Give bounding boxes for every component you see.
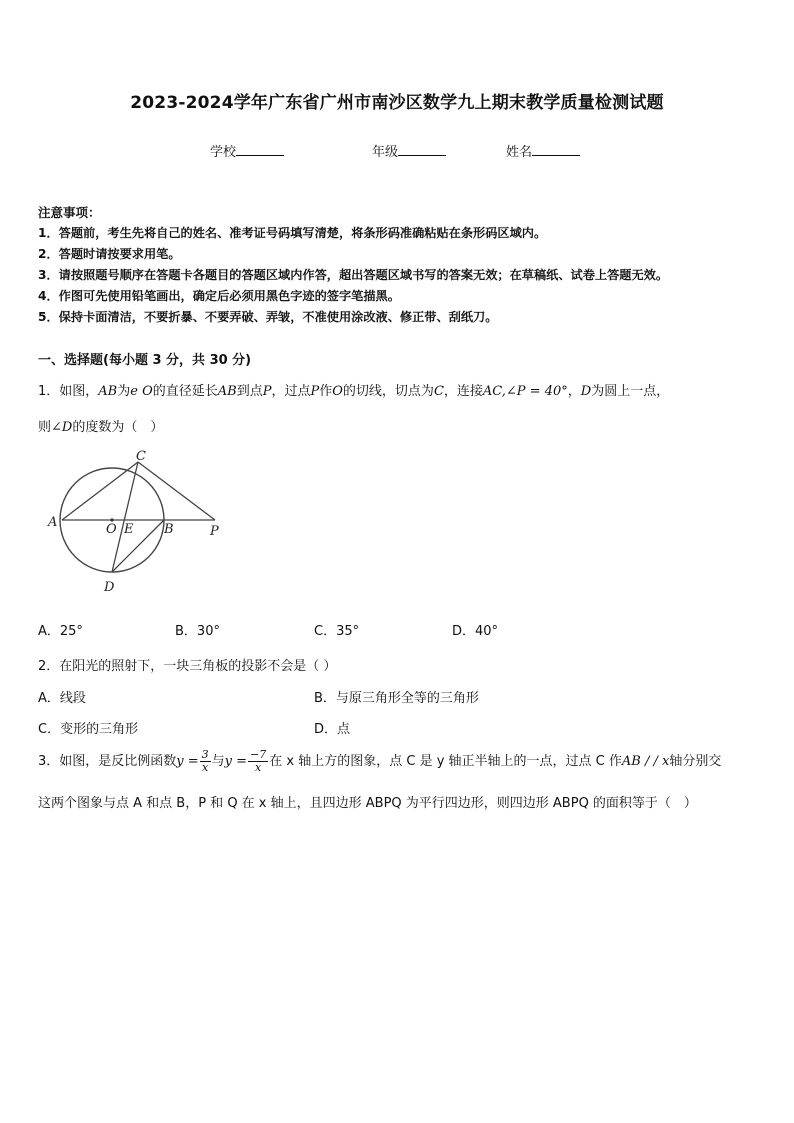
note-item: 1．答题前，考生先将自己的姓名、准考证号码填写清楚，将条形码准确粘贴在条形码区域内。 xyxy=(38,226,547,240)
label-o: O xyxy=(106,522,117,537)
label-c: C xyxy=(136,449,146,464)
note-item: 5．保持卡面清洁，不要折暴、不要弄破、弄皱，不准使用涂改液、修正带、刮纸刀。 xyxy=(38,310,498,324)
question-1-stem-line2: 则∠D的度数为（ ） xyxy=(38,420,164,435)
question-2-stem: 2．在阳光的照射下，一块三角板的投影不会是（ ） xyxy=(38,659,337,674)
q1-option-d[interactable]: D．40° xyxy=(452,624,499,639)
label-b: B xyxy=(164,522,174,537)
note-item: 3．请按照题号顺序在答题卡各题目的答题区域内作答，超出答题区域书写的答案无效；在草稿纸、试卷上答题无效。 xyxy=(38,268,669,282)
fraction-3-over-x: $\frac{3}{x}$ xyxy=(201,748,209,774)
school-blank xyxy=(236,143,284,156)
name-blank xyxy=(532,143,580,156)
label-a: A xyxy=(48,515,58,530)
q2-option-d[interactable]: D．点 xyxy=(314,722,351,737)
segment-db xyxy=(112,520,164,572)
name-field: 姓名 xyxy=(506,141,580,160)
label-d: D xyxy=(104,580,115,595)
q2-option-c[interactable]: C．变形的三角形 xyxy=(38,722,139,737)
fraction-neg7-over-x: $\frac{-7}{x}$ xyxy=(250,748,267,774)
circle-tangent-figure xyxy=(40,448,240,598)
page-title: 2023-2024学年广东省广州市南沙区数学九上期末教学质量检测试题 xyxy=(130,93,664,113)
q2-option-b[interactable]: B．与原三角形全等的三角形 xyxy=(314,691,479,706)
tangent-pc xyxy=(138,462,215,520)
q1-option-a[interactable]: A．25° xyxy=(38,624,83,639)
notes-heading: 注意事项： xyxy=(38,205,101,220)
grade-field: 年级 xyxy=(372,141,446,160)
section-heading: 一、选择题(每小题 3 分，共 30 分) xyxy=(38,353,252,368)
note-item: 2．答题时请按要求用笔。 xyxy=(38,247,181,261)
question-3-stem: 3．如图，是反比例函数y = $\frac{3}{x}$ 与y = $\frac{-7}{x}$ 在 x 轴上方的图象，点 C 是 y 轴正半轴上的一点，过点 C 作AB / / x轴分别交 xyxy=(38,748,722,774)
question-3-stem-line2: 这两个图象与点 A 和点 B，P 和 Q 在 x 轴上，且四边形 ABPQ 为平行四边形，则四边形 ABPQ 的面积等于（ ） xyxy=(38,796,697,811)
q1-option-c[interactable]: C．35° xyxy=(314,624,360,639)
q1-option-b[interactable]: B．30° xyxy=(175,624,220,639)
label-p: P xyxy=(210,524,219,539)
label-e: E xyxy=(124,522,134,537)
grade-blank xyxy=(398,143,446,156)
q2-option-a[interactable]: A．线段 xyxy=(38,691,86,706)
note-item: 4．作图可先使用铅笔画出，确定后必须用黑色字迹的签字笔描黑。 xyxy=(38,289,400,303)
school-field: 学校 xyxy=(210,141,284,160)
question-1-stem: 1．如图，AB为e O的直径延长AB到点P，过点P作O的切线，切点为C，连接AC,∠P = 40°，D为圆上一点， xyxy=(38,384,670,399)
